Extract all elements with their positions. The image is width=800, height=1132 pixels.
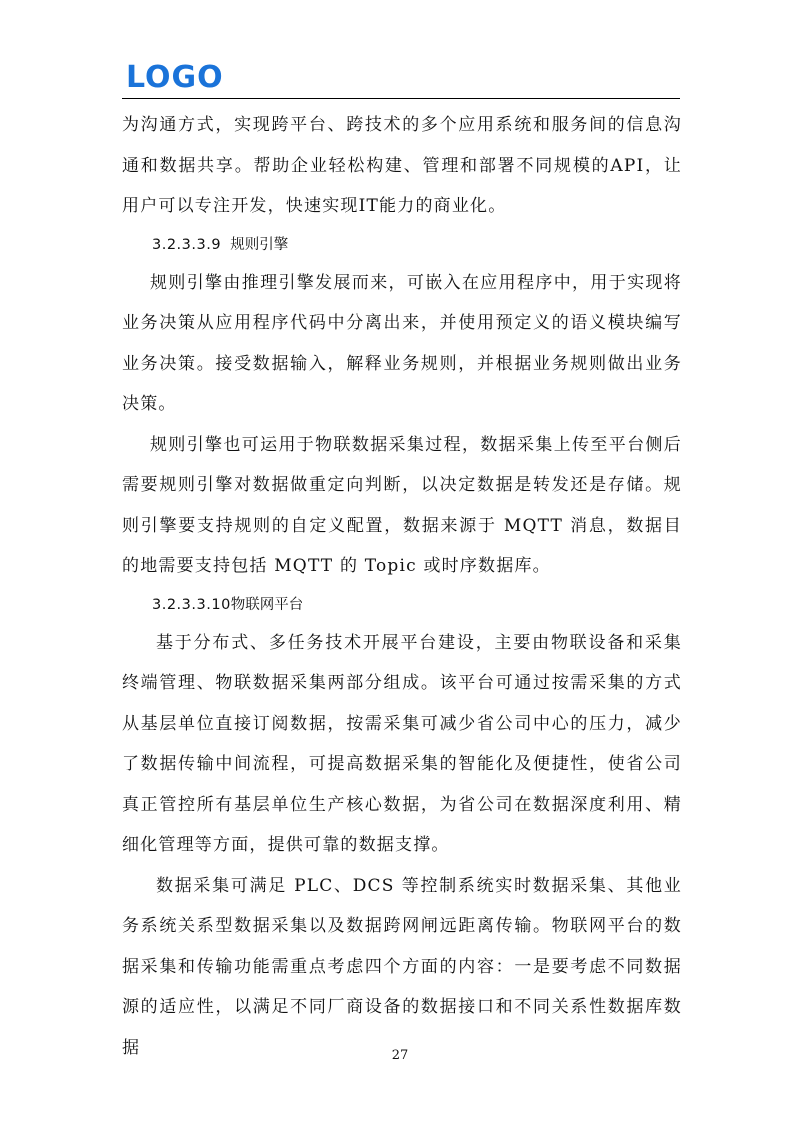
section-title: 规则引擎: [230, 236, 289, 253]
section-number: 3.2.3.3.10: [152, 596, 231, 613]
document-body: [122, 105, 682, 1068]
page-number: 27: [391, 1048, 409, 1063]
paragraph-api-continuation: 为沟通方式，实现跨平台、跨技术的多个应用系统和服务间的信息沟通和数据共享。帮助企业轻松构建、管理和部署不同规模的API，让用户可以专注开发，快速实现IT能力的商业化。: [122, 115, 682, 216]
paragraph-rule-engine-iot: 规则引擎也可运用于物联数据采集过程，数据采集上传至平台侧后需要规则引擎对数据做重定向判断，以决定数据是转发还是存储。规则引擎要支持规则的自定义配置，数据来源于 MQTT 消息，数据目的地需要支持包括 MQTT 的 Topic 或时序数据库。: [122, 434, 682, 576]
paragraph-rule-engine-intro: 规则引擎由推理引擎发展而来，可嵌入在应用程序中，用于实现将业务决策从应用程序代码中分离出来，并使用预定义的语义模块编写业务决策。接受数据输入，解释业务规则，并根据业务规则做出业务决策。: [122, 272, 682, 414]
section-heading-iot-platform: [122, 587, 682, 623]
section-number: 3.2.3.3.9: [152, 236, 222, 253]
section-title: 物联网平台: [230, 596, 304, 613]
logo: LOGO: [126, 60, 224, 95]
header-divider: [122, 98, 680, 99]
section-heading-rule-engine: [122, 227, 682, 263]
paragraph-data-collection: 数据采集可满足 PLC、DCS 等控制系统实时数据采集、其他业务系统关系型数据采集以及数据跨网闸远距离传输。物联网平台的数据采集和传输功能需重点考虑四个方面的内容：一是要考虑不同数据源的适应性，以满足不同厂商设备的数据接口和不同关系性数据库数据: [122, 875, 682, 1058]
paragraph-iot-platform-intro: 基于分布式、多任务技术开展平台建设，主要由物联设备和采集终端管理、物联数据采集两部分组成。该平台可通过按需采集的方式从基层单位直接订阅数据，按需采集可减少省公司中心的压力，减少了数据传输中间流程，可提高数据采集的智能化及便捷性，使省公司真正管控所有基层单位生产核心数据，为省公司在数据深度利用、精细化管理等方面，提供可靠的数据支撑。: [122, 632, 682, 855]
